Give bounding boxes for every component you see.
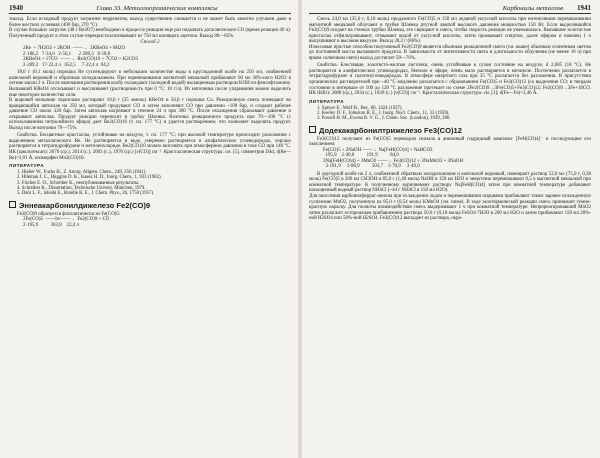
equation-line: 2·195,9 363,8 22,4 л — [23, 222, 79, 228]
literature-item: 3. Fischer E. O., Schreiber K., неопубликованные результаты. — [17, 180, 140, 186]
literature-item: 1. Hieber W., Fuchs H., Z. Anorg. Allgem. Chem., 248, 256 (1941). — [17, 170, 147, 176]
literature-item: 4. Schreiber K., Dissertation, Technische Univers. München, 1979. — [17, 186, 146, 192]
equation-line: 3Na[FeH(CO)4] + 3MnO2 ——→ Fe3(CO)12 + 3NaMnO3 + 3NaOH — [323, 158, 464, 164]
fe2co9-section-title-text: Эннеакарбонилдижелезо Fe2(CO)9 — [19, 200, 151, 210]
right-page-number: 1941 — [577, 4, 591, 12]
fe3co12-section-title — [309, 126, 591, 135]
section-square-icon — [9, 201, 16, 208]
right-literature-list — [309, 106, 591, 122]
right-intro-paragraph: Смесь 24,0 мл (35,0 г, 0,18 моль) продажного Fe(CO)5 и 150 мл ледяной уксусной кислоты при интенсивном перемешивании магнитной мешалкой облучают в трубке Шленка ртутной лампой высокого давления мощностью 150 Вт. Если выделившийся Fe2(CO)9 оседает на стенках трубки Шленка, его сщищают в смесь, чтобы скорость реакции не уменьшалась. Выпавшие золотистые кристаллы отфильтровывают, отмывают водой от уксусной кислоты, затем промывают спиртом, далее эфиром и наконец 1 ч высушивают в высоком вакууме. Выход 28,2 г (86%). Износовые простые способом полученный Fe2(CO)9 является обычным реакционной смеси (см. выше) обычным солнечным светом до постоянной массы выпавшего продукта. В зависимости от интенсивности света и длительности облучения (не менее 10 ч) при ярком солнечном свете) выход достигает 50—70%. — [309, 17, 591, 61]
right-running-title: Карбонилы металлов — [502, 5, 563, 12]
equation-line: 2Fe(CO)5 ——hν——→ Fe2(CO)9 + CO — [23, 217, 110, 223]
right-running-head — [309, 4, 591, 14]
section-square-icon — [309, 126, 316, 133]
re2co10-properties: Свойства. Бесцветные кристаллы, устойчивые на воздухе, т. пл. 177 °С; при высокой температуре происходит разложение с выделением металлического Re. Не растворяется в воде, умеренно растворяется в алифатических углеводородах, хорошо растворяется в тетрагидрофуране и метиленхлориде. Re2(CO)10 можно возгонять при атмосферном давлении в токе СО при 140 °С. ИК (циклогексан): 2070 (ср.), 2014 (с.), 2003 (с.), 1976 (ср.) [ν(СО)] см⁻¹. Кристаллическая структура: см. [5], симметрия D4d, d(Re—Re)=3,01 Å, изоморфен Mn2(CO)10. — [9, 133, 291, 161]
literature-item: 5. Dahl L. F., Ishishi E., Rundle R. E., J. Chem. Phys., 26, 1750 (1957). — [17, 191, 155, 197]
left-intro-paragraph: токсид. Если исходный продукт загрязнен перренатом, выход существенно снижается и не может быть заметно улучшен даже в более жестких условиях (400 бар, 270 °С). В случае больших загрузок (48 г Re2O7) необходимо в процессе реакции еще раз подкачать дополнительно СО (время реакции 40 ч). Полученный продукт в этом случае перекристаллизовывают из 750 мл кипящего ацетона. Выход 88—85%. — [9, 17, 291, 39]
fe3co12-procedure: В двугорлой колбе на 2 л, снабженной обратным холодильником и капельной воронкой, помещают раствор 52,0 мл (75,0 г, 0,38 моль) Fe(CO)5 в 200 мл CH3OH и 85,0 г (1,40 моль) NaOH в 150 мл H2O и энергично перемешивают 0,5 ч магнитной мешалкой при комнатной температуре. К полученному коричневому раствору Na[FeH(CO)4] затем при комнатной температуре добавляют насыщенный водный раствор NH4Cl (~44 г NH4Cl в 150 мл H2O). Для окисления карбонилферрат-аниона при охлаждении льдом и перемешивании порциями прибавляют также заранее охлажденную суспензию MnO2, полученную из 85,0 г (0,54 моль) KMnO4 (см. ниже). В ходе экзотермической реакции смесь принимает темно-красную окраску. Для полноты взаимодействия смесь выдерживают 1 ч при комнатной температуре. Непрореагировавший MnO2 затем разлагают осторожным прибавлением раствора 50,0 г (0,18 моль) FeSO4·7H2O в 200 мл H2O и затем прибавляют 150 мл 20%-ной H2SO4 или 50%-ной H2SO4. Fe3(CO)12 выпадает из раствора, окра- — [309, 171, 591, 222]
equation-line: Fe(CO)5 + 2NaOH ——→ Na[FeH(CO)4] + NaHCO3 — [323, 147, 433, 153]
equation-line: 2·289,3 17·22,4 л 652,5 7·22,4 л 94,2 — [23, 62, 110, 68]
equation-line: 2Re + 7H2O2 + 2KOH ——→ 2KReO4 + 8H2O — [23, 46, 126, 52]
literature-item: 2. Keeley D. F., Johnston R. E., J. Inorg. Nucl. Chem., 11, 33 (1959). — [317, 110, 450, 116]
fe2co9-section-title — [9, 201, 291, 210]
equation-line: 195,9 2·40,0 191,9 84,0 — [323, 153, 399, 159]
left-running-title: Глава 33. Металлоорганические комплексы — [96, 5, 218, 12]
equation-line: 3·191,9 3·86,9 503,7 3·70,9 3·40,0 — [323, 164, 420, 170]
equation-block-re — [9, 46, 291, 68]
literature-item: 1. Speyer E., Wolf H., Ber., 60, 1424 (1927). — [317, 105, 403, 111]
left-running-head — [9, 4, 291, 14]
equation-line: 2·186,2 7·34,0 2·56,1 2·289,3 8·18,0 — [23, 51, 111, 57]
left-literature-heading: ЛИТЕРАТУРА — [9, 164, 45, 170]
equation-block-fe3 — [309, 148, 591, 170]
right-literature-heading: ЛИТЕРАТУРА — [309, 99, 345, 105]
literature-item: 3. Powell H. M., Ewens R. V. G., J. Chem. Soc. (London), 1939, 286. — [317, 116, 451, 122]
literature-item: 2. Hileman J. C., Huggins D. K., Kaesz H. D., Inorg. Chem., 1, 933 (1962). — [17, 175, 162, 181]
fe2co9-properties: Свойства. Блестящие, золотисто-желтые листочки, очень устойчивые в сухом состояние на воздухе, d 2,085 (18 °С). Не растворяется в алифатических углеводородах, бензоле и эфире, очень мало растворяется в метаноле. Постепенно разлагается в тетрагидрофуране и галогенуглеводородах. В атмосфере инертного газа при 35 °С разлагается без разложения. В присутствии органических растворителей при ~40 °С медленно разлагается с образованием Fe(CO)5 и Fe3(CO)12 (со выделения СО; в твердом состоянии в интервале от 100 до 120 °С разложение протекает по схеме 2Fe2(CO)9→3Fe(CO)5+Fe3(CO)12; Fe2(CO)9→3Fe+18CO. ИК (KBr): 2080 (ср.), 2034 (с.), 1828 (с.) [ν(CO)] см⁻¹. Кристаллическая структура: см. [3]; d(Fe—Fe)=2,46 Å. — [309, 63, 591, 97]
left-literature-list — [9, 170, 291, 196]
fe3co12-intro: Fe3(CO)12 получают из Fe(CO)5 переводом сначала в анионный гидридный комплекс [FeH(CO)4]⁻ и последующим его окислением: — [309, 136, 591, 148]
left-page-number: 1940 — [9, 4, 23, 12]
method-2-heading: Способ 2 — [140, 40, 160, 46]
fe3co12-section-title-text: Додекакарбонилтрижелезо Fe3(CO)12 — [319, 125, 462, 135]
fe2co9-intro: Fe2(CO)9 образуется фотолитически из Fe(CO)5: — [17, 211, 121, 217]
right-page — [300, 0, 600, 458]
method-2-paragraph: 18,6 г (0,1 моль) порошка Re суспендируют в небольшом количестве воды в круглодонной колбе на 250 мл, снабженной капельной воронкой и обратным холодильником. При перемешивании магнитной мешалкой прибавляют 60 мл 30%-ного H2O2 в летние капли 2 ч. После окончания растворения колбу охлаждают (холодной водой) насыщенным раствором KOH по фенолфталеину. Выпавший KReO4 отсасывают и высушивают (растворимость при 0 °С: 10 г/л). Из маточника после упаривания можно выделить еще некоторое количество соли. В шаровой мельнице тщательно растирают 10,0 г (35 ммоль) KReO4 и 50,0 г порошка Cu. Реакционную смесь помещают во вращающийся автоклав на 250 мл, который продувают СО и затем заполняют СО при давлении ~100 бар, и создают рабочее давление СО около 320 бар. Затем автоклав нагревают в течение 24 ч при 300 °С. После охлаждения сбрасывают давление и открывают автоклав. Продукт реакции переносят в трубку Шленка. Возгонка реакционного продукта при 70—100 °С (с использованием петролейного эфира) дает Re2(CO)10 (т. пл. 177 °С) и удается растворением, что позволяет выделить продукт. Выход после возгонки 70—75%. — [9, 70, 291, 131]
equation-block-fe2 — [9, 217, 291, 228]
equation-line: 2KReO4 + 17CO ——→ Re2(CO)10 + 7CO2 + K2CO3 — [23, 57, 139, 63]
